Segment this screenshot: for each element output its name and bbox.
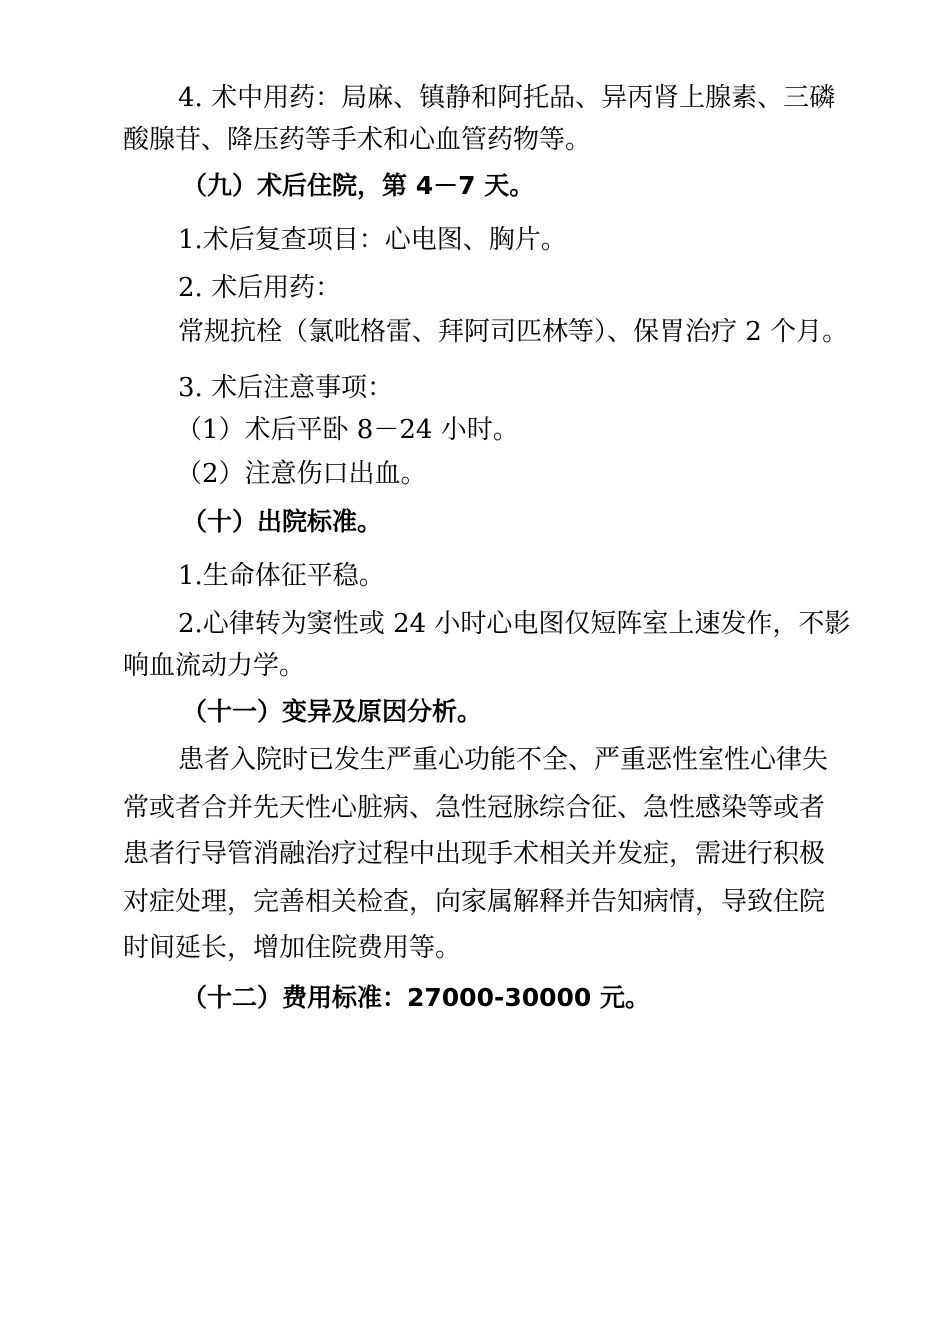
text-line: 响血流动力学。 [123,651,306,681]
text-line: 常或者合并先天性心脏病、急性冠脉综合征、急性感染等或者 [123,793,826,823]
text-line: 对症处理，完善相关检查，向家属解释并告知病情，导致住院 [123,887,826,917]
text-line: （1）术后平卧 8－24 小时。 [176,415,519,445]
text-line: 1.术后复查项目：心电图、胸片。 [178,225,567,255]
text-line: 2. 术后用药： [178,273,342,303]
section-heading: （十二）费用标准：27000-30000 元。 [182,983,651,1012]
text-line: 患者行导管消融治疗过程中出现手术相关并发症，需进行积极 [123,839,826,869]
text-line: 2.心律转为窦性或 24 小时心电图仅短阵室上速发作，不影 [178,609,851,639]
section-heading: （十一）变异及原因分析。 [182,697,483,726]
text-line: 4. 术中用药：局麻、镇静和阿托品、异丙肾上腺素、三磷 [178,83,836,113]
text-line: 患者入院时已发生严重心功能不全、严重恶性室性心律失 [178,745,829,775]
text-line: 1.生命体征平稳。 [178,561,385,591]
text-line: 时间延长，增加住院费用等。 [123,933,462,963]
section-heading: （十）出院标准。 [182,507,383,536]
section-heading: （九）术后住院，第 4－7 天。 [182,171,535,200]
text-line: 3. 术后注意事项： [178,373,394,403]
text-line: （2）注意伤口出血。 [176,459,427,489]
text-line: 酸腺苷、降压药等手术和心血管药物等。 [123,125,592,155]
text-line: 常规抗栓（氯吡格雷、拜阿司匹林等）、保胃治疗 2 个月。 [178,317,849,347]
